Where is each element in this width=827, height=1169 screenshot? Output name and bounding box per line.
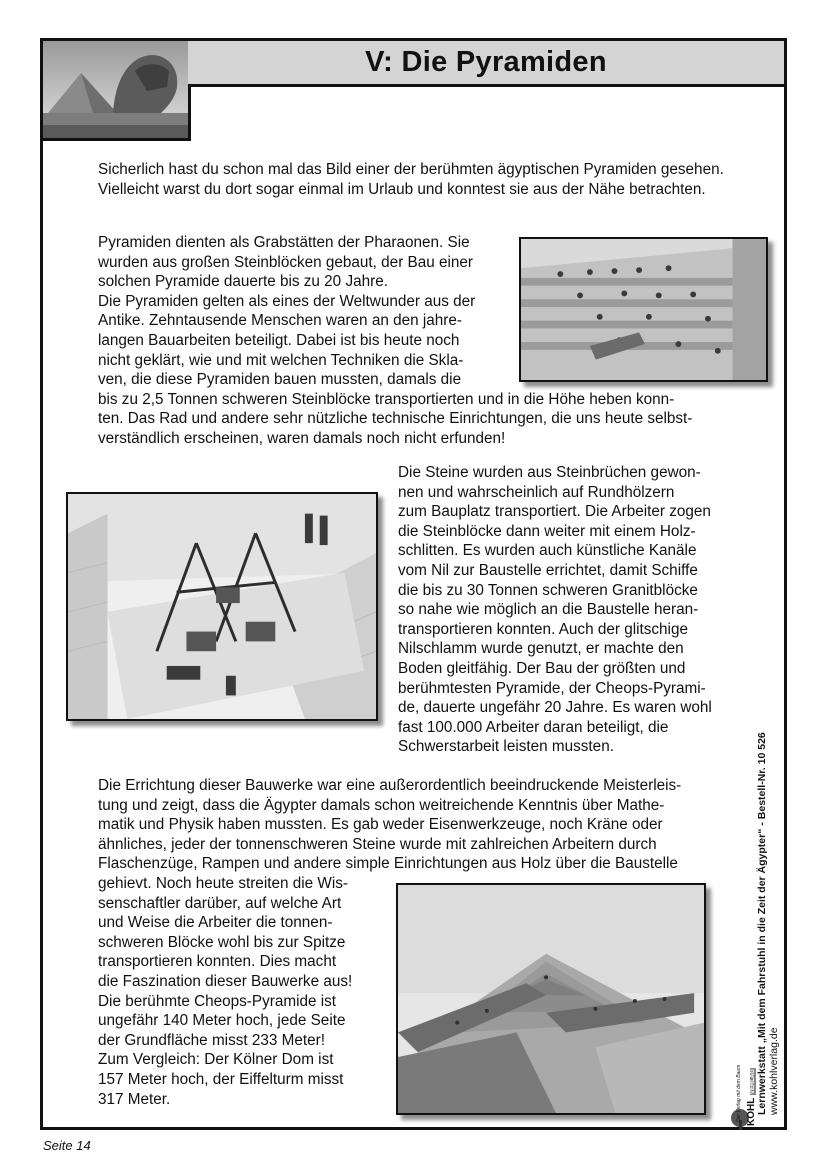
text-line: ven, die diese Pyramiden bauen mussten, damals die [98, 371, 462, 389]
publisher-slogan: Der Verlag mit dem Baum [736, 1064, 742, 1122]
text-line: tung und zeigt, dass die Ägypter damals schon weitreichende Kenntnis über Mathe- [98, 796, 665, 814]
text-line: nicht geklärt, wie und mit welchen Techniken die Skla- [98, 351, 464, 369]
text-line: transportieren konnten. Dies macht [98, 953, 337, 971]
text-line: transportieren konnten. Auch der glitschige [398, 620, 688, 638]
text-line: fast 100.000 Arbeiter daran beteiligt, die [398, 718, 669, 736]
text-line: Zum Vergleich: Der Kölner Dom ist [98, 1051, 334, 1069]
text-line: und Weise die Arbeiter die tonnen- [98, 914, 333, 932]
text-line: nen und wahrscheinlich auf Rundhölzern [398, 483, 675, 501]
text-line: schweren Blöcke wohl bis zur Spitze [98, 933, 346, 951]
text-line: Antike. Zehntausende Menschen waren an den jahre- [98, 312, 462, 330]
paragraph-3 [398, 463, 743, 757]
text-line: solchen Pyramide dauerte bis zu 20 Jahre. [98, 273, 388, 291]
text-line: Die Steine wurden aus Steinbrüchen gewon- [398, 464, 701, 481]
text-line: Die berühmte Cheops-Pyramide ist [98, 992, 337, 1010]
text-line: Schwerstarbeit leisten mussten. [398, 738, 614, 756]
text-line: die bis zu 30 Tonnen schweren Granitblöcke [398, 581, 698, 599]
text-line: verständlich erscheinen, waren damals noch nicht erfunden! [98, 429, 506, 447]
sidebar-line-1: Lernwerkstatt „Mit dem Fahrstuhl in die Zeit der Ägypter“ - Bestell-Nr. 10 526 [756, 732, 768, 1115]
text-line: 157 Meter hoch, der Eiffelturm misst [98, 1070, 344, 1088]
text-line: de, dauerte ungefähr 20 Jahre. Es waren wohl [398, 699, 712, 717]
text-line: 317 Meter. [98, 1090, 171, 1108]
sidebar-line-2: www.kohlverlag.de [768, 1027, 780, 1115]
page-title: V: Die Pyramiden [365, 46, 607, 78]
text-line: Die Errichtung dieser Bauwerke war eine außerordentlich beeindruckende Meisterleis- [98, 777, 682, 794]
text-line: vom Nil zur Baustelle errichtet, damit Schiffe [398, 561, 698, 579]
text-line: schlitten. Es wurden auch künstliche Kanäle [398, 542, 697, 560]
text-line: Die Pyramiden gelten als eines der Weltwunder aus der [98, 292, 476, 310]
publisher-tag: VERLAG [750, 1069, 756, 1095]
text-line: berühmtesten Pyramide, der Cheops-Pyrami- [398, 679, 706, 697]
text-line: matik und Physik haben mussten. Es gab weder Eisenwerkzeuge, noch Kräne oder [98, 816, 663, 834]
text-line: der Grundfläche misst 233 Meter! [98, 1031, 326, 1049]
title-bar [188, 41, 784, 87]
sphinx-pyramid-image [43, 41, 191, 141]
intro-paragraph [98, 160, 738, 199]
construction-site-illustration [66, 492, 378, 721]
text-line: Flaschenzüge, Rampen und andere simple Einrichtungen aus Holz über die Baustelle [98, 855, 678, 873]
publisher-name: KOHL [746, 1097, 757, 1126]
text-line: ten. Das Rad und andere sehr nützliche technische Einrichtungen, die uns heute selbst- [98, 410, 693, 428]
text-line: Nilschlamm wurde genutzt, er machte den [398, 640, 684, 658]
text-line: bis zu 2,5 Tonnen schweren Steinblöcke transportierten und in die Höhe heben konn- [98, 390, 675, 408]
pyramid-ramp-illustration [396, 883, 706, 1115]
intro-text: Sicherlich hast du schon mal das Bild einer der berühmten ägyptischen Pyramiden gesehen. Vielleicht warst du dort sogar einmal im Urlaub und konntest sie aus der Nähe betrachten. [98, 161, 724, 198]
text-line: senschaftler darüber, auf welche Art [98, 894, 342, 912]
kohl-logo [728, 1062, 768, 1130]
text-line: ungefähr 140 Meter hoch, jede Seite [98, 1012, 346, 1030]
text-line: Boden gleitfähig. Der Bau der größten und [398, 659, 686, 677]
text-line: Pyramiden dienten als Grabstätten der Pharaonen. Sie [98, 234, 470, 251]
text-line: die Steinblöcke dann weiter mit einem Holz- [398, 522, 696, 540]
page-number: Seite 14 [43, 1138, 91, 1153]
text-line: zum Bauplatz transportiert. Die Arbeiter zogen [398, 503, 711, 521]
text-line: wurden aus großen Steinblöcken gebaut, der Bau einer [98, 253, 474, 271]
pyramid-workers-photo [519, 237, 768, 382]
text-line: ähnliches, jeder der tonnenschweren Steine wurde mit zahlreichen Arbeitern durch [98, 835, 657, 853]
text-line: die Faszination dieser Bauwerke aus! [98, 972, 353, 990]
text-line: so nahe wie möglich an die Baustelle heran- [398, 601, 699, 619]
text-line: gehievt. Noch heute streiten die Wis- [98, 874, 348, 892]
text-line: langen Bauarbeiten beteiligt. Dabei ist bis heute noch [98, 331, 460, 349]
